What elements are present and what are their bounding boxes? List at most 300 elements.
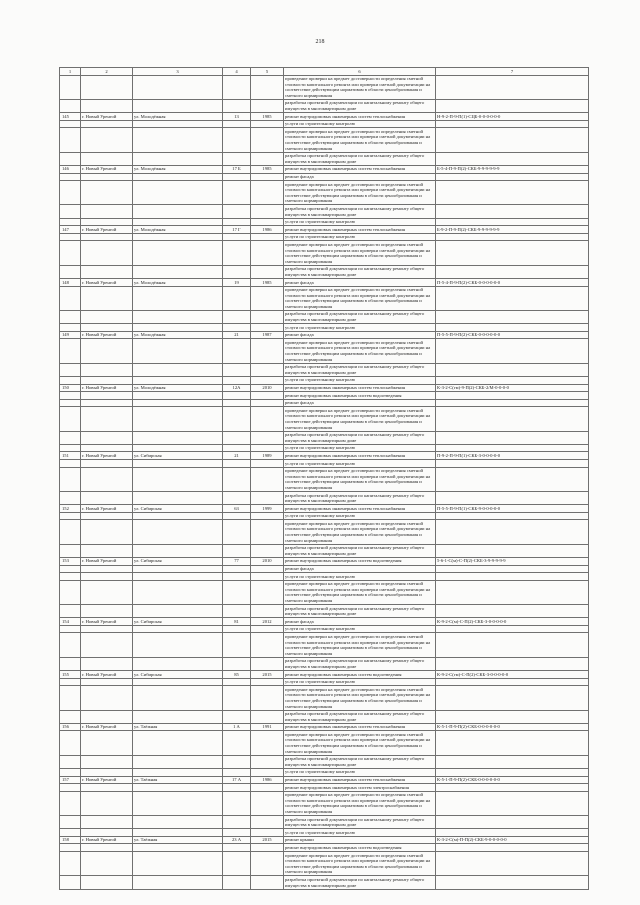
table-body <box>60 68 589 890</box>
empty-cell <box>251 407 284 431</box>
work-type-cell: ремонт фасада <box>284 565 436 573</box>
empty-cell <box>60 233 81 241</box>
empty-cell <box>60 376 81 384</box>
empty-cell <box>223 241 251 265</box>
empty-cell <box>251 657 284 670</box>
empty-cell <box>81 678 133 686</box>
table-row <box>60 723 589 731</box>
table-row <box>60 580 589 604</box>
empty-cell <box>81 152 133 165</box>
build-year-cell: 2010 <box>251 557 284 565</box>
empty-cell <box>60 120 81 128</box>
work-type-cell: разработка проектной документации по капитальному ремонту общего имущества в многоквартирном доме <box>284 310 436 323</box>
empty-cell <box>223 492 251 505</box>
house-number-cell: 12А <box>223 384 251 392</box>
street-cell: ул. Таёжная <box>133 723 223 731</box>
empty-cell <box>81 173 133 181</box>
empty-cell <box>251 768 284 776</box>
table-row <box>60 791 589 815</box>
work-type-cell: ремонт крыши <box>284 836 436 844</box>
empty-cell <box>251 152 284 165</box>
empty-cell <box>251 844 284 852</box>
house-code-cell: К-9-2-С(гм)-С-П(2)-СКБ-3-0-0-0-0-0 <box>436 671 589 679</box>
street-cell: ул. Сибирская <box>133 452 223 460</box>
empty-cell <box>251 852 284 876</box>
empty-cell <box>60 573 81 581</box>
table-row <box>60 520 589 544</box>
table-row <box>60 625 589 633</box>
work-type-cell: услуги по строительному контролю <box>284 376 436 384</box>
empty-cell <box>81 120 133 128</box>
empty-cell <box>436 152 589 165</box>
work-type-cell: ремонт фасада <box>284 279 436 287</box>
work-type-cell: проведение проверки на предмет достоверности определения сметной стоимости капитального ремонта или проверки сметной документации на соответствие действующим нормативам в области ценообразования и сметного нормирования <box>284 686 436 710</box>
empty-cell <box>251 829 284 837</box>
empty-cell <box>133 768 223 776</box>
table-row <box>60 75 589 99</box>
table-row <box>60 431 589 444</box>
street-cell: ул. Таёжная <box>133 836 223 844</box>
empty-cell <box>436 310 589 323</box>
work-type-cell: разработка проектной документации по капитальному ремонту общего имущества в многоквартирном доме <box>284 152 436 165</box>
empty-cell <box>251 339 284 363</box>
work-type-cell: проведение проверки на предмет достоверности определения сметной стоимости капитального ремонта или проверки сметной документации на соответствие действующим нормативам в области ценообразования и сметного нормирования <box>284 181 436 205</box>
street-cell: ул. Сибирская <box>133 505 223 513</box>
empty-cell <box>133 829 223 837</box>
column-number-header: 2 <box>81 68 133 76</box>
work-type-cell: разработка проектной документации по капитальному ремонту общего имущества в многоквартирном доме <box>284 544 436 557</box>
empty-cell <box>223 392 251 400</box>
empty-cell <box>81 784 133 792</box>
work-type-cell: услуги по строительному контролю <box>284 233 436 241</box>
empty-cell <box>60 512 81 520</box>
table-row <box>60 544 589 557</box>
empty-cell <box>436 678 589 686</box>
house-number-cell: 63 <box>223 505 251 513</box>
city-cell: г. Новый Уренгой <box>81 723 133 731</box>
empty-cell <box>223 573 251 581</box>
entry-number: 149 <box>60 331 81 339</box>
build-year-cell: 1985 <box>251 113 284 121</box>
house-code-cell: П-5-5-П-9-П(2)-СКБ-0-0-0-0-0-0 <box>436 331 589 339</box>
empty-cell <box>436 399 589 407</box>
empty-cell <box>133 75 223 99</box>
empty-cell <box>81 768 133 776</box>
house-number-cell: 19 <box>223 279 251 287</box>
empty-cell <box>436 363 589 376</box>
empty-cell <box>60 605 81 618</box>
empty-cell <box>223 181 251 205</box>
empty-cell <box>133 399 223 407</box>
empty-cell <box>60 324 81 332</box>
empty-cell <box>133 205 223 218</box>
empty-cell <box>133 852 223 876</box>
empty-cell <box>81 580 133 604</box>
empty-cell <box>60 205 81 218</box>
empty-cell <box>223 286 251 310</box>
empty-cell <box>436 467 589 491</box>
empty-cell <box>251 181 284 205</box>
empty-cell <box>60 633 81 657</box>
table-row <box>60 784 589 792</box>
work-type-cell: ремонт внутридомовых инженерных систем водоотведения <box>284 557 436 565</box>
empty-cell <box>133 99 223 112</box>
empty-cell <box>251 876 284 889</box>
empty-cell <box>60 460 81 468</box>
empty-cell <box>60 731 81 755</box>
empty-cell <box>436 99 589 112</box>
entry-number: 147 <box>60 226 81 234</box>
empty-cell <box>60 128 81 152</box>
table-row <box>60 324 589 332</box>
empty-cell <box>223 376 251 384</box>
city-cell: г. Новый Уренгой <box>81 618 133 626</box>
house-number-cell: 1 А <box>223 723 251 731</box>
empty-cell <box>81 205 133 218</box>
empty-cell <box>133 181 223 205</box>
empty-cell <box>223 120 251 128</box>
work-type-cell: ремонт фасада <box>284 399 436 407</box>
table-row <box>60 557 589 565</box>
empty-cell <box>60 286 81 310</box>
empty-cell <box>223 467 251 491</box>
empty-cell <box>436 520 589 544</box>
empty-cell <box>223 852 251 876</box>
table-row <box>60 286 589 310</box>
empty-cell <box>223 784 251 792</box>
empty-cell <box>251 128 284 152</box>
work-type-cell: проведение проверки на предмет достоверности определения сметной стоимости капитального ремонта или проверки сметной документации на соответствие действующим нормативам в области ценообразования и сметного нормирования <box>284 407 436 431</box>
build-year-cell: 1987 <box>251 331 284 339</box>
house-code-cell: Б-5-4-П-9-П(2)-СКБ-9-9-9-9-9-9 <box>436 165 589 173</box>
empty-cell <box>436 339 589 363</box>
empty-cell <box>251 75 284 99</box>
entry-number: 156 <box>60 723 81 731</box>
empty-cell <box>133 173 223 181</box>
empty-cell <box>81 829 133 837</box>
empty-cell <box>81 791 133 815</box>
empty-cell <box>223 768 251 776</box>
table-row <box>60 876 589 889</box>
empty-cell <box>133 286 223 310</box>
empty-cell <box>60 816 81 829</box>
empty-cell <box>133 791 223 815</box>
work-type-cell: проведение проверки на предмет достоверности определения сметной стоимости капитального ремонта или проверки сметной документации на соответствие действующим нормативам в области ценообразования и сметного нормирования <box>284 128 436 152</box>
table-row <box>60 852 589 876</box>
empty-cell <box>223 218 251 226</box>
street-cell: ул. Молодёжная <box>133 226 223 234</box>
empty-cell <box>133 565 223 573</box>
work-type-cell: проведение проверки на предмет достоверности определения сметной стоимости капитального ремонта или проверки сметной документации на соответствие действующим нормативам в области ценообразования и сметного нормирования <box>284 241 436 265</box>
table-row <box>60 181 589 205</box>
work-type-cell: проведение проверки на предмет достоверности определения сметной стоимости капитального ремонта или проверки сметной документации на соответствие действующим нормативам в области ценообразования и сметного нормирования <box>284 791 436 815</box>
empty-cell <box>251 392 284 400</box>
house-number-cell: 77 <box>223 557 251 565</box>
empty-cell <box>223 605 251 618</box>
empty-cell <box>60 392 81 400</box>
entry-number: 152 <box>60 505 81 513</box>
empty-cell <box>81 363 133 376</box>
empty-cell <box>436 407 589 431</box>
empty-cell <box>81 310 133 323</box>
empty-cell <box>436 265 589 278</box>
empty-cell <box>223 339 251 363</box>
table-row <box>60 618 589 626</box>
empty-cell <box>223 512 251 520</box>
table-row <box>60 836 589 844</box>
empty-cell <box>60 844 81 852</box>
empty-cell <box>60 467 81 491</box>
empty-cell <box>251 233 284 241</box>
empty-cell <box>251 520 284 544</box>
entry-number: 151 <box>60 452 81 460</box>
empty-cell <box>251 544 284 557</box>
entry-number: 158 <box>60 836 81 844</box>
empty-cell <box>223 816 251 829</box>
empty-cell <box>81 844 133 852</box>
table-row <box>60 99 589 112</box>
capital-repair-table <box>59 67 589 890</box>
table-row <box>60 233 589 241</box>
empty-cell <box>436 755 589 768</box>
empty-cell <box>223 265 251 278</box>
city-cell: г. Новый Уренгой <box>81 331 133 339</box>
empty-cell <box>251 686 284 710</box>
empty-cell <box>60 265 81 278</box>
city-cell: г. Новый Уренгой <box>81 226 133 234</box>
empty-cell <box>60 173 81 181</box>
empty-cell <box>251 286 284 310</box>
entry-number: 153 <box>60 557 81 565</box>
work-type-cell: ремонт внутридомовых инженерных систем теплоснабжения <box>284 226 436 234</box>
table-row <box>60 460 589 468</box>
empty-cell <box>223 625 251 633</box>
house-number-cell: 17 Г <box>223 226 251 234</box>
empty-cell <box>133 431 223 444</box>
work-type-cell: ремонт внутридомовых инженерных систем водоотведения <box>284 671 436 679</box>
empty-cell <box>436 625 589 633</box>
empty-cell <box>436 492 589 505</box>
table-row <box>60 829 589 837</box>
empty-cell <box>81 218 133 226</box>
build-year-cell: 1999 <box>251 505 284 513</box>
house-code-cell: П-5-4-П-9-П(2)-СКБ-0-0-0-0-0-0 <box>436 279 589 287</box>
empty-cell <box>223 205 251 218</box>
work-type-cell: проведение проверки на предмет достоверности определения сметной стоимости капитального ремонта или проверки сметной документации на соответствие действующим нормативам в области ценообразования и сметного нормирования <box>284 633 436 657</box>
street-cell: ул. Сибирская <box>133 557 223 565</box>
empty-cell <box>60 710 81 723</box>
table-row <box>60 505 589 513</box>
entry-number: 154 <box>60 618 81 626</box>
table-row <box>60 384 589 392</box>
empty-cell <box>81 460 133 468</box>
empty-cell <box>133 816 223 829</box>
empty-cell <box>60 686 81 710</box>
empty-cell <box>436 657 589 670</box>
empty-cell <box>436 544 589 557</box>
empty-cell <box>60 520 81 544</box>
table-row <box>60 633 589 657</box>
empty-cell <box>251 444 284 452</box>
empty-cell <box>81 731 133 755</box>
work-type-cell: услуги по строительному контролю <box>284 678 436 686</box>
work-type-cell: разработка проектной документации по капитальному ремонту общего имущества в многоквартирном доме <box>284 816 436 829</box>
empty-cell <box>251 573 284 581</box>
build-year-cell: 1989 <box>251 452 284 460</box>
empty-cell <box>436 120 589 128</box>
empty-cell <box>436 768 589 776</box>
city-cell: г. Новый Уренгой <box>81 279 133 287</box>
work-type-cell: проведение проверки на предмет достоверности определения сметной стоимости капитального ремонта или проверки сметной документации на соответствие действующим нормативам в области ценообразования и сметного нормирования <box>284 75 436 99</box>
house-number-cell: 21 <box>223 452 251 460</box>
empty-cell <box>81 444 133 452</box>
empty-cell <box>223 633 251 657</box>
table-row <box>60 444 589 452</box>
city-cell: г. Новый Уренгой <box>81 165 133 173</box>
work-type-cell: проведение проверки на предмет достоверности определения сметной стоимости капитального ремонта или проверки сметной документации на соответствие действующим нормативам в области ценообразования и сметного нормирования <box>284 731 436 755</box>
work-type-cell: ремонт внутридомовых инженерных систем теплоснабжения <box>284 452 436 460</box>
empty-cell <box>251 633 284 657</box>
empty-cell <box>223 310 251 323</box>
empty-cell <box>81 686 133 710</box>
table-row <box>60 492 589 505</box>
empty-cell <box>223 75 251 99</box>
empty-cell <box>223 678 251 686</box>
work-type-cell: разработка проектной документации по капитальному ремонту общего имущества в многоквартирном доме <box>284 205 436 218</box>
empty-cell <box>81 573 133 581</box>
empty-cell <box>133 310 223 323</box>
empty-cell <box>436 444 589 452</box>
empty-cell <box>133 710 223 723</box>
empty-cell <box>436 431 589 444</box>
empty-cell <box>60 625 81 633</box>
empty-cell <box>251 310 284 323</box>
street-cell: ул. Молодёжная <box>133 279 223 287</box>
column-number-header: 4 <box>223 68 251 76</box>
empty-cell <box>60 565 81 573</box>
empty-cell <box>133 573 223 581</box>
empty-cell <box>223 829 251 837</box>
empty-cell <box>81 75 133 99</box>
table-row <box>60 678 589 686</box>
city-cell: г. Новый Уренгой <box>81 505 133 513</box>
work-type-cell: ремонт внутридомовых инженерных систем теплоснабжения <box>284 165 436 173</box>
table-row <box>60 241 589 265</box>
empty-cell <box>133 633 223 657</box>
empty-cell <box>251 755 284 768</box>
empty-cell <box>81 407 133 431</box>
empty-cell <box>251 241 284 265</box>
empty-cell <box>81 324 133 332</box>
empty-cell <box>251 580 284 604</box>
house-code-cell: П-5-5-П-9-П(1)-СКБ-9-0-0-0-0-0 <box>436 505 589 513</box>
empty-cell <box>81 99 133 112</box>
empty-cell <box>81 625 133 633</box>
empty-cell <box>223 128 251 152</box>
empty-cell <box>251 467 284 491</box>
work-type-cell: разработка проектной документации по капитальному ремонту общего имущества в многоквартирном доме <box>284 755 436 768</box>
empty-cell <box>81 657 133 670</box>
empty-cell <box>81 633 133 657</box>
work-type-cell: услуги по строительному контролю <box>284 460 436 468</box>
work-type-cell: ремонт внутридомовых инженерных систем водоотведения <box>284 392 436 400</box>
house-number-cell: 21 <box>223 331 251 339</box>
empty-cell <box>251 678 284 686</box>
empty-cell <box>436 710 589 723</box>
empty-cell <box>436 392 589 400</box>
empty-cell <box>60 791 81 815</box>
empty-cell <box>81 339 133 363</box>
empty-cell <box>60 829 81 837</box>
empty-cell <box>60 181 81 205</box>
empty-cell <box>81 710 133 723</box>
table-row <box>60 226 589 234</box>
empty-cell <box>133 460 223 468</box>
city-cell: г. Новый Уренгой <box>81 836 133 844</box>
empty-cell <box>436 218 589 226</box>
table-row <box>60 731 589 755</box>
empty-cell <box>223 580 251 604</box>
empty-cell <box>436 876 589 889</box>
build-year-cell: 2010 <box>251 384 284 392</box>
empty-cell <box>436 75 589 99</box>
city-cell: г. Новый Уренгой <box>81 384 133 392</box>
empty-cell <box>81 816 133 829</box>
work-type-cell: ремонт фасада <box>284 173 436 181</box>
entry-number: 145 <box>60 113 81 121</box>
empty-cell <box>60 678 81 686</box>
city-cell: г. Новый Уренгой <box>81 671 133 679</box>
work-type-cell: проведение проверки на предмет достоверности определения сметной стоимости капитального ремонта или проверки сметной документации на соответствие действующим нормативам в области ценообразования и сметного нормирования <box>284 286 436 310</box>
empty-cell <box>223 844 251 852</box>
work-type-cell: разработка проектной документации по капитальному ремонту общего имущества в многоквартирном доме <box>284 431 436 444</box>
empty-cell <box>223 324 251 332</box>
empty-cell <box>133 218 223 226</box>
table-row <box>60 165 589 173</box>
house-number-cell: 85 <box>223 671 251 679</box>
empty-cell <box>81 467 133 491</box>
work-type-cell: услуги по строительному контролю <box>284 444 436 452</box>
empty-cell <box>223 152 251 165</box>
empty-cell <box>436 844 589 852</box>
empty-cell <box>60 75 81 99</box>
column-number-header: 6 <box>284 68 436 76</box>
table-row <box>60 152 589 165</box>
empty-cell <box>436 512 589 520</box>
house-number-cell: 81 <box>223 618 251 626</box>
entry-number: 157 <box>60 776 81 784</box>
empty-cell <box>223 686 251 710</box>
build-year-cell: 1986 <box>251 226 284 234</box>
house-code-cell: П-9-2-П-9-П(1)-СКБ-3-0-0-0-0-0 <box>436 452 589 460</box>
empty-cell <box>133 128 223 152</box>
empty-cell <box>133 580 223 604</box>
empty-cell <box>81 755 133 768</box>
work-type-cell: ремонт фасада <box>284 618 436 626</box>
empty-cell <box>251 431 284 444</box>
table-row <box>60 310 589 323</box>
empty-cell <box>60 876 81 889</box>
house-code-cell: 5-6-1-С(м)-С-П(2)-СКБ-3-9-9-9-9-9 <box>436 557 589 565</box>
work-type-cell: проведение проверки на предмет достоверности определения сметной стоимости капитального ремонта или проверки сметной документации на соответствие действующим нормативам в области ценообразования и сметного нормирования <box>284 852 436 876</box>
work-type-cell: услуги по строительному контролю <box>284 120 436 128</box>
table-row <box>60 339 589 363</box>
empty-cell <box>133 544 223 557</box>
house-number-cell: 17 Б <box>223 165 251 173</box>
work-type-cell: разработка проектной документации по капитальному ремонту общего имущества в многоквартирном доме <box>284 492 436 505</box>
empty-cell <box>251 791 284 815</box>
street-cell: ул. Молодёжная <box>133 165 223 173</box>
